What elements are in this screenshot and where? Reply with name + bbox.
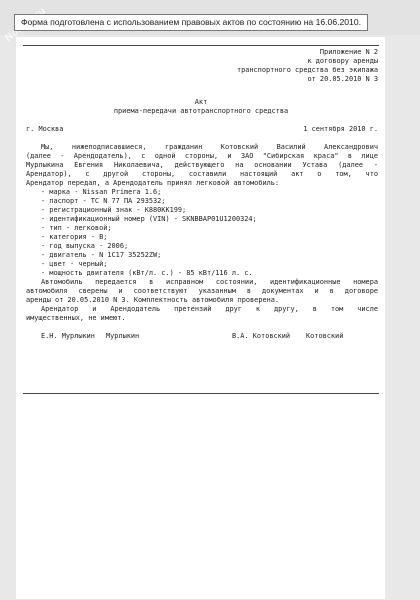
claims-line: Арендатор и Арендодатель претензий друг к другу, в том числе [41, 305, 378, 313]
lessee-signature-name: Е.Н. Мурлыкин [41, 332, 95, 340]
document-subtitle: приема-передачи автотранспортного средства [113, 107, 289, 115]
intro-line: Мурлыкина Евгения Николаевича, действующего на основании Устава (далее - [26, 161, 378, 169]
car-detail-item: - тип - легковой; [41, 224, 112, 232]
car-detail-item: - идентификационный номер (VIN) - SKNBBAP01U1200324; [41, 215, 257, 223]
date: 1 сентября 2010 г. [303, 125, 378, 133]
car-detail-item: - цвет - черный; [41, 260, 108, 268]
document-sheet [16, 37, 385, 599]
lessor-signature-name: В.А. Котовский [232, 332, 291, 340]
car-detail-item: - год выпуска - 2006; [41, 242, 129, 250]
claims-line: имущественных, не имеют. [26, 314, 126, 322]
appendix-line-2: к договору аренды [307, 57, 378, 65]
appendix-line-3: транспортного средства без экипажа [236, 66, 378, 74]
intro-line: (далее - Арендодатель), с одной стороны, и ЗАО "Сибирская краса" в лице [26, 152, 378, 160]
appendix-line-4: от 20.05.2010 N 3 [307, 75, 378, 83]
car-detail-item: - категория - B; [41, 233, 108, 241]
intro-line: Мы, нижеподписавшиеся, гражданин Котовский Василий Александрович [41, 143, 378, 151]
form-status-banner: Форма подготовлена с использованием правовых актов по состоянию на 16.06.2010. [14, 14, 368, 31]
car-detail-item: - двигатель - N 1C17 35252ZW; [41, 251, 162, 259]
place: г. Москва [26, 125, 64, 133]
car-detail-item: - регистрационный знак - К880КК199; [41, 206, 187, 214]
document-title: Акт [194, 98, 208, 106]
intro-line: Арендатор передал, а Арендодатель принял легковой автомобиль: [26, 179, 280, 187]
car-detail-item: - марка - Nissan Primera 1.6; [41, 188, 162, 196]
condition-line: автомобиля сверены и соответствуют указанным в документах и в договоре [26, 287, 378, 295]
condition-line: аренды от 20.05.2010 N 3. Комплектность автомобиля проверена. [26, 296, 280, 304]
car-detail-item: - паспорт - ТС N 77 ПА 293532; [41, 197, 166, 205]
lessee-signature: Мурлыкин [106, 332, 140, 340]
condition-line: Автомобиль передается в исправном состоянии, идентификационные номера [41, 278, 378, 286]
lessor-signature: Котовский [306, 332, 344, 340]
car-detail-item: - мощность двигателя (кВт/л. с.) - 85 кВт/116 л. с. [41, 269, 253, 277]
appendix-line-1: Приложение N 2 [319, 48, 378, 56]
intro-line: Арендатор), с другой стороны, составили настоящий акт о том, что [26, 170, 378, 178]
